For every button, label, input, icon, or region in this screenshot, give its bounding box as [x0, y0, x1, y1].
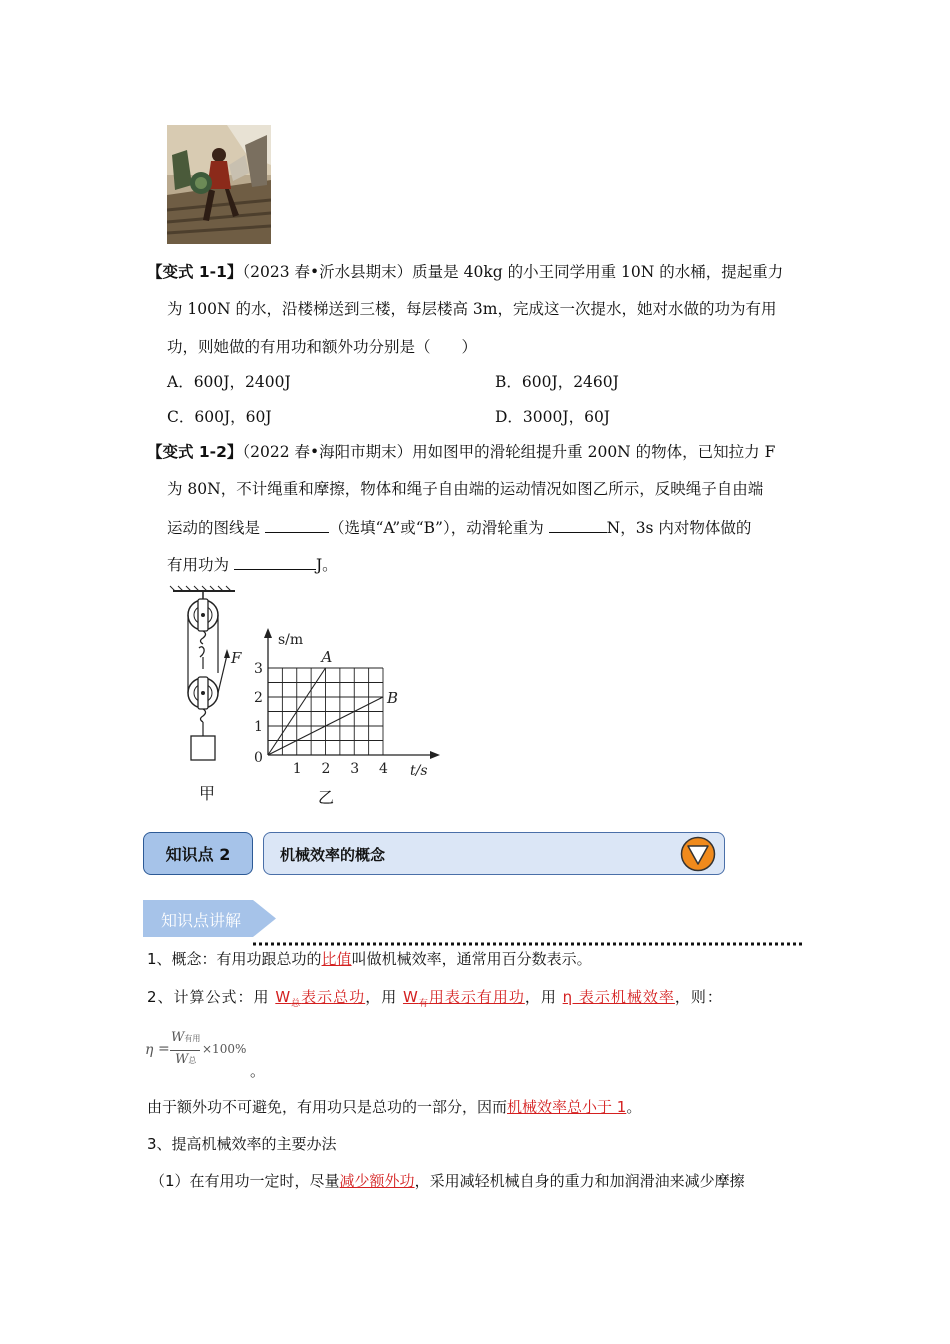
x-axis-label: t/s [410, 763, 428, 779]
x-tick-label: 4 [379, 761, 388, 777]
q1-1-label: 【变式 1-1】 [147, 263, 243, 281]
p2-red2 [402, 988, 525, 1009]
q1-2-line2: 为 80N，不计绳重和摩擦，物体和绳子自由端的运动情况如图乙所示，反映绳子自由端 [167, 480, 764, 498]
y-axis-label: s/m [278, 632, 304, 648]
answer-blank-graph-line[interactable] [265, 516, 329, 533]
formula-fraction-bar [170, 1050, 200, 1051]
formula-eq: = [158, 1041, 170, 1057]
p2-r1b: 表示总功 [301, 988, 366, 1006]
p2-d: ，则： [674, 988, 723, 1006]
q1-1-line3: 功，则她做的有用功和额外功分别是（ ） [167, 338, 478, 356]
knowledge-point-badge-text: 知识点 2 [165, 845, 231, 864]
option-c[interactable]: C．600J，60J [167, 408, 272, 426]
p2-r3: η 表示机械效率 [562, 988, 675, 1006]
formula-den: W [175, 1052, 189, 1067]
force-label: F [231, 649, 242, 667]
q1-2-text4a: 有用功为 [167, 556, 234, 574]
formula-num-sub: 有用 [184, 1034, 201, 1043]
q1-2-label: 【变式 1-2】 [147, 443, 243, 461]
formula-numerator [171, 1030, 200, 1045]
q1-2-text3a: 运动的图线是 [167, 519, 265, 537]
q1-2-text4b: J。 [315, 556, 338, 574]
p3-a: 由于额外功不可避免，有用功只是总功的一部分，因而 [147, 1098, 508, 1116]
collapse-triangle-icon[interactable] [680, 836, 716, 872]
formula-num: W [171, 1030, 185, 1045]
formula-times: ×100% [202, 1042, 247, 1056]
q1-2-text3c: N，3s 内对物体做的 [606, 519, 752, 537]
para-concept-red: 比值 [321, 950, 352, 968]
x-tick-label: 1 [292, 761, 302, 777]
knowledge-point-title: 机械效率的概念 [280, 846, 386, 864]
y-tick-label: 2 [254, 690, 263, 706]
p2-r2sub: 有 [418, 999, 429, 1009]
q1-2-line1 [147, 441, 775, 463]
knowledge-point-title-bar [263, 832, 725, 875]
para-method-1 [150, 1170, 745, 1192]
para-efficiency-less-than-one [147, 1096, 641, 1118]
illustration-photo [167, 125, 271, 244]
q1-1-line2: 为 100N 的水，沿楼梯送到三楼，每层楼高 3m，完成这一次提水，她对水做的功为有用 [167, 300, 777, 318]
y-axis-arrow [264, 628, 272, 638]
p2-red1 [275, 988, 366, 1009]
p2-c: ，用 [524, 988, 563, 1006]
x-tick-label: 2 [321, 761, 331, 777]
q1-2-line3 [167, 516, 751, 539]
p2-r2: W [402, 988, 419, 1006]
formula-period: 。 [250, 1062, 266, 1080]
y-tick-label: 1 [254, 719, 263, 735]
p5-a: （1）在有用功一定时，尽量 [150, 1172, 340, 1190]
p2-a: 2、计算公式：用 [147, 988, 276, 1006]
option-d[interactable]: D．3000J，60J [495, 408, 611, 426]
q1-2-text3b: （选填“A”或“B”），动滑轮重为 [328, 519, 549, 537]
para-concept-a: 1、概念：有用功跟总功的 [147, 950, 322, 968]
chart-grid [268, 668, 383, 755]
option-b[interactable]: B．600J，2460J [495, 373, 619, 391]
knowledge-point-badge [143, 832, 253, 875]
formula-den-sub: 总 [188, 1056, 197, 1065]
p2-r1: W [275, 988, 292, 1006]
explain-tab-text: 知识点讲解 [161, 911, 242, 930]
origin-label: 0 [254, 750, 263, 766]
series-label-b: B [387, 689, 399, 707]
q1-2-text1: （2022 春•海阳市期末）用如图甲的滑轮组提升重 200N 的物体，已知拉力 F [242, 443, 776, 461]
answer-blank-useful-work[interactable] [234, 553, 316, 570]
x-tick-label: 3 [350, 761, 360, 777]
p3-b: 。 [626, 1098, 642, 1116]
y-tick-label: 3 [254, 661, 263, 677]
para-concept-b: 叫做机械效率，通常用百分数表示。 [351, 950, 592, 968]
dotted-divider [253, 932, 805, 938]
p5-b: ，采用减轻机械自身的重力和加润滑油来减少摩擦 [414, 1172, 745, 1190]
formula-denominator [175, 1052, 196, 1067]
q1-1-text1: （2023 春•沂水县期末）质量是 40kg 的小王同学用重 10N 的水桶，提起重力 [242, 263, 784, 281]
para-improve-methods: 3、提高机械效率的主要办法 [147, 1135, 337, 1153]
option-a[interactable]: A．600J，2400J [167, 373, 291, 391]
p2-r1sub: 总 [291, 999, 302, 1009]
q1-1-line1 [147, 261, 783, 283]
series-label-a: A [321, 648, 333, 666]
p5-red: 减少额外功 [339, 1172, 415, 1190]
formula-eta: η [145, 1042, 154, 1058]
efficiency-formula [145, 1030, 265, 1078]
st-chart [250, 625, 450, 785]
q1-2-line4 [167, 553, 338, 576]
answer-blank-pulley-weight[interactable] [549, 516, 607, 533]
p2-b: ，用 [365, 988, 403, 1006]
pulley-diagram [165, 585, 250, 770]
caption-yi: 乙 [318, 788, 335, 807]
caption-jia: 甲 [199, 784, 216, 803]
p3-red: 机械效率总小于 1 [507, 1098, 627, 1116]
p2-r2b: 用表示有用功 [428, 988, 525, 1006]
x-axis-arrow [430, 751, 440, 759]
para-concept [147, 948, 592, 970]
para-formula-intro [147, 986, 723, 1015]
